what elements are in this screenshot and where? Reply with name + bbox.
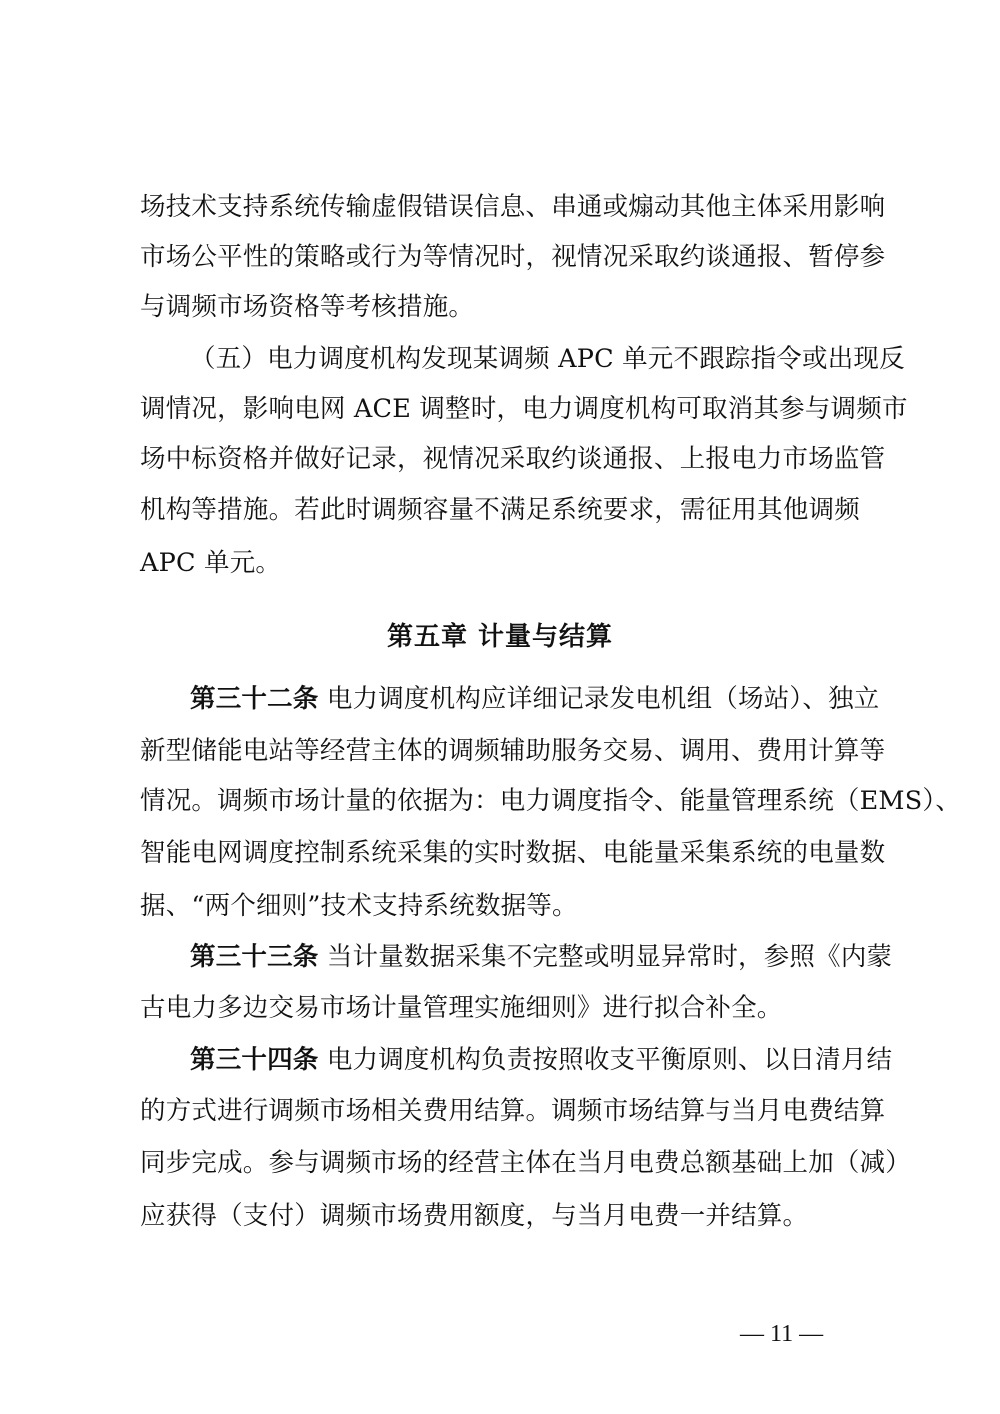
paragraph-line: 调情况，影响电网 ACE 调整时，电力调度机构可取消其参与调频市	[140, 394, 908, 424]
paragraph-text: 电力调度机构应详细记录发电机组（场站）、独立	[318, 684, 880, 714]
paragraph-line: 与调频市场资格等考核措施。	[140, 292, 475, 322]
paragraph-line: 应获得（支付）调频市场费用额度，与当月电费一并结算。	[140, 1201, 809, 1231]
paragraph-line: 市场公平性的策略或行为等情况时，视情况采取约谈通报、暂停参	[140, 242, 886, 272]
paragraph-line: 同步完成。参与调频市场的经营主体在当月电费总额基础上加（减）	[140, 1148, 912, 1178]
page-number: — 11 —	[740, 1321, 824, 1347]
article-number: 第三十四条	[190, 1045, 319, 1075]
paragraph-line: 场中标资格并做好记录，视情况采取约谈通报、上报电力市场监管	[140, 444, 886, 474]
article-first-line	[190, 679, 880, 719]
paragraph-line: （五）电力调度机构发现某调频 APC 单元不跟踪指令或出现反	[190, 344, 905, 374]
paragraph-line: 据、“两个细则”技术支持系统数据等。	[140, 891, 578, 921]
chapter-heading: 第五章 计量与结算	[386, 622, 614, 652]
paragraph-text: 电力调度机构负责按照收支平衡原则、以日清月结	[318, 1045, 893, 1075]
paragraph-line: 场技术支持系统传输虚假错误信息、串通或煽动其他主体采用影响	[140, 192, 886, 222]
paragraph-line: 新型储能电站等经营主体的调频辅助服务交易、调用、费用计算等	[140, 736, 886, 766]
article-first-line	[190, 937, 893, 977]
paragraph-line: 古电力多边交易市场计量管理实施细则》进行拟合补全。	[140, 993, 783, 1023]
paragraph-line: 机构等措施。若此时调频容量不满足系统要求，需征用其他调频	[140, 495, 860, 525]
paragraph-line: 情况。调频市场计量的依据为：电力调度指令、能量管理系统（EMS）、	[140, 786, 962, 816]
article-number: 第三十三条	[190, 942, 319, 972]
article-first-line	[190, 1040, 893, 1080]
paragraph-line: 的方式进行调频市场相关费用结算。调频市场结算与当月电费结算	[140, 1096, 886, 1126]
article-number: 第三十二条	[190, 684, 319, 714]
paragraph-text: 当计量数据采集不完整或明显异常时，参照《内蒙	[318, 942, 893, 972]
paragraph-line: APC 单元。	[140, 548, 282, 578]
paragraph-line: 智能电网调度控制系统采集的实时数据、电能量采集系统的电量数	[140, 838, 886, 868]
